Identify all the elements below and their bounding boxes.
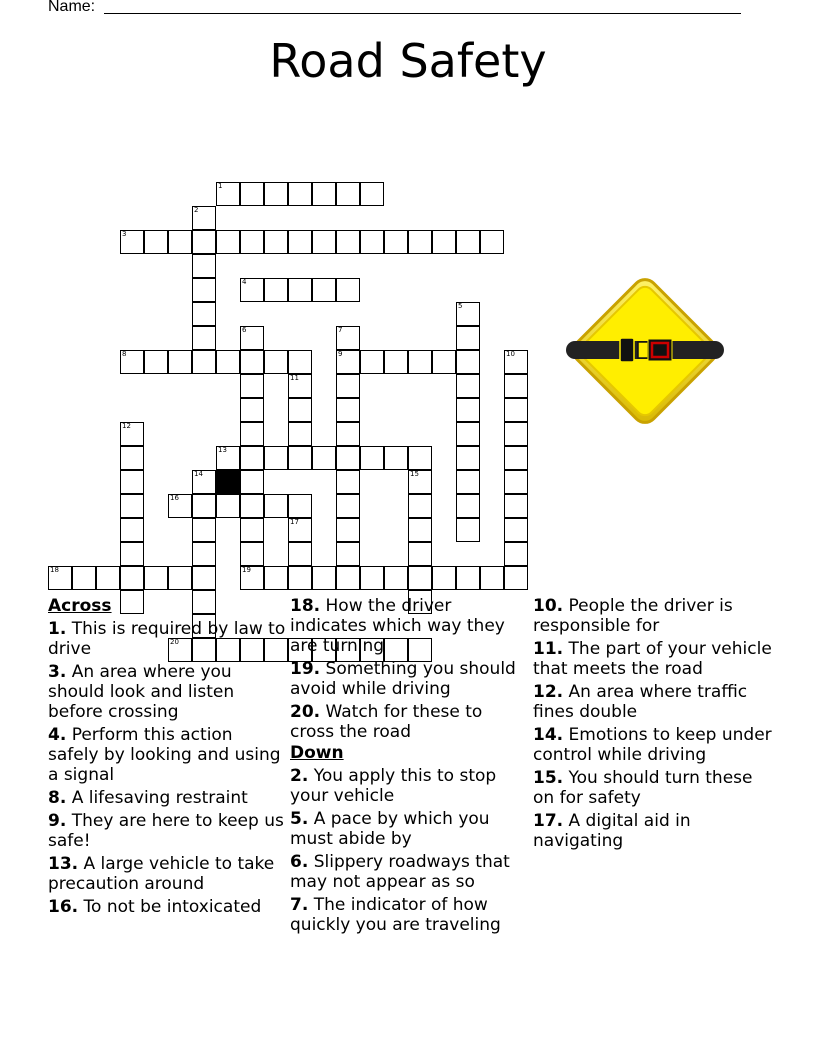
grid-cell[interactable] [408,470,432,494]
clue-number: 9 [338,350,343,358]
clue-text: You apply this to stop your vehicle [290,766,497,806]
clue-text: A pace by which you must abide by [290,809,490,849]
grid-cell[interactable] [336,446,360,470]
grid-cell[interactable] [192,542,216,566]
grid-cell[interactable] [216,350,240,374]
across-clue [48,662,288,722]
clue-text: Watch for these to cross the road [290,702,483,742]
name-label: Name: [48,0,96,15]
grid-cell[interactable] [288,230,312,254]
grid-cell[interactable] [360,446,384,470]
grid-cell[interactable] [408,446,432,470]
grid-cell[interactable] [336,182,360,206]
grid-cell[interactable] [336,230,360,254]
across-heading: Across [48,596,112,616]
clue-text: People the driver is responsible for [533,596,733,636]
grid-cell[interactable] [336,518,360,542]
grid-cell[interactable] [408,518,432,542]
grid-cell[interactable] [48,566,72,590]
across-clue [48,811,288,851]
grid-cell[interactable] [288,350,312,374]
grid-cell[interactable] [288,374,312,398]
clue-number: 4 [242,278,247,286]
grid-cell[interactable] [456,326,480,350]
grid-cell[interactable] [192,326,216,350]
grid-cell[interactable] [336,278,360,302]
grid-cell[interactable] [264,566,288,590]
clue-number-label: 17. [533,811,564,831]
grid-cell[interactable] [312,446,336,470]
grid-cell[interactable] [240,542,264,566]
grid-cell[interactable] [456,398,480,422]
grid-cell[interactable] [480,230,504,254]
clue-number-label: 14. [533,725,564,745]
grid-cell[interactable] [384,350,408,374]
grid-cell[interactable] [504,494,528,518]
grid-cell[interactable] [120,422,144,446]
clue-number: 16 [170,494,179,502]
clue-number-label: 20. [290,702,321,722]
grid-cell[interactable] [288,422,312,446]
down-clue [290,852,530,892]
grid-cell[interactable] [456,446,480,470]
grid-cell[interactable] [192,254,216,278]
grid-cell[interactable] [240,374,264,398]
clue-number: 6 [242,326,247,334]
grid-cell[interactable] [456,470,480,494]
grid-cell[interactable] [504,566,528,590]
clue-text: The part of your vehicle that meets the road [533,639,772,679]
clue-number: 14 [194,470,203,478]
clue-text: An area where you should look and listen before crossing [48,662,235,722]
grid-cell[interactable] [192,518,216,542]
across-clue [48,619,288,659]
grid-cell[interactable] [240,182,264,206]
clue-text: Something you should avoid while driving [290,659,516,699]
clue-number: 15 [410,470,419,478]
grid-cell[interactable] [168,230,192,254]
clue-number-label: 5. [290,809,309,829]
down-clue [290,766,530,806]
grid-cell[interactable] [384,566,408,590]
clue-text: How the driver indicates which way they are turning [290,596,505,656]
down-clue [533,811,773,851]
grid-cell[interactable] [456,494,480,518]
grid-cell[interactable] [504,446,528,470]
grid-cell[interactable] [336,566,360,590]
page-title: Road Safety [269,34,547,88]
grid-cell[interactable] [336,470,360,494]
across-clue [48,725,288,785]
grid-cell[interactable] [288,542,312,566]
clue-number-label: 4. [48,725,67,745]
grid-cell[interactable] [240,278,264,302]
down-clue [533,768,773,808]
grid-cell[interactable] [480,566,504,590]
grid-cell[interactable] [456,350,480,374]
grid-cell[interactable] [456,302,480,326]
grid-cell[interactable] [432,350,456,374]
clue-number-label: 12. [533,682,564,702]
clue-number: 11 [290,374,299,382]
grid-cell[interactable] [432,230,456,254]
grid-cell[interactable] [96,566,120,590]
across-clue [48,854,288,894]
grid-cell[interactable] [240,518,264,542]
grid-cell[interactable] [288,494,312,518]
grid-cell[interactable] [504,350,528,374]
grid-cell[interactable] [216,230,240,254]
across-clue [48,897,288,917]
clue-text: Perform this action safely by looking and using a signal [48,725,281,785]
grid-cell[interactable] [192,350,216,374]
clue-text: A large vehicle to take precaution around [48,854,275,894]
grid-cell[interactable] [504,398,528,422]
grid-cell[interactable] [192,494,216,518]
clue-number: 13 [218,446,227,454]
grid-cell[interactable] [216,182,240,206]
grid-cell[interactable] [144,350,168,374]
clue-number: 3 [122,230,127,238]
grid-cell[interactable] [504,470,528,494]
grid-cell[interactable] [240,446,264,470]
clue-number: 1 [218,182,223,190]
grid-cell[interactable] [336,542,360,566]
clues-column-3 [533,596,773,854]
clue-text: A digital aid in navigating [533,811,691,851]
grid-cell[interactable] [192,230,216,254]
grid-cell[interactable] [408,350,432,374]
grid-cell[interactable] [336,494,360,518]
grid-cell[interactable] [408,494,432,518]
grid-cell[interactable] [288,182,312,206]
clue-number-label: 9. [48,811,67,831]
grid-cell[interactable] [288,566,312,590]
down-clue [533,639,773,679]
grid-cell[interactable] [408,542,432,566]
grid-cell[interactable] [216,494,240,518]
grid-cell[interactable] [264,350,288,374]
grid-cell[interactable] [264,230,288,254]
grid-cell[interactable] [192,470,216,494]
across-clue [290,702,530,742]
clue-text: An area where traffic fines double [533,682,748,722]
clue-number-label: 7. [290,895,309,915]
grid-cell[interactable] [360,230,384,254]
grid-cell[interactable] [192,206,216,230]
grid-cell[interactable] [456,566,480,590]
grid-cell[interactable] [192,566,216,590]
grid-cell[interactable] [312,278,336,302]
clue-number-label: 11. [533,639,564,659]
grid-cell[interactable] [408,566,432,590]
grid-cell[interactable] [288,398,312,422]
clue-number: 7 [338,326,343,334]
clue-number: 19 [242,566,251,574]
grid-cell[interactable] [72,566,96,590]
grid-cell[interactable] [144,230,168,254]
grid-cell[interactable] [312,566,336,590]
grid-cell[interactable] [168,494,192,518]
grid-cell[interactable] [360,566,384,590]
clue-number: 2 [194,206,199,214]
grid-cell[interactable] [120,566,144,590]
clue-number: 10 [506,350,515,358]
grid-cell[interactable] [240,422,264,446]
grid-cell[interactable] [336,326,360,350]
clue-number: 5 [458,302,463,310]
grid-cell[interactable] [336,422,360,446]
grid-cell[interactable] [504,422,528,446]
grid-cell[interactable] [312,230,336,254]
grid-cell[interactable] [504,518,528,542]
grid-cell[interactable] [120,470,144,494]
grid-cell[interactable] [504,542,528,566]
clue-number-label: 6. [290,852,309,872]
grid-cell[interactable] [240,470,264,494]
clue-number: 18 [50,566,59,574]
clue-number: 12 [122,422,131,430]
clue-number: 17 [290,518,299,526]
clue-number-label: 1. [48,619,67,639]
clue-text: They are here to keep us safe! [48,811,284,851]
grid-cell[interactable] [120,350,144,374]
clue-number-label: 13. [48,854,79,874]
grid-cell[interactable] [240,230,264,254]
clue-text: To not be intoxicated [78,897,262,917]
clues-column-1 [48,596,288,920]
grid-cell[interactable] [504,374,528,398]
grid-cell[interactable] [240,494,264,518]
grid-cell[interactable] [192,278,216,302]
grid-cell[interactable] [144,566,168,590]
grid-cell[interactable] [120,518,144,542]
clues-column-2 [290,596,530,938]
grid-cell[interactable] [168,566,192,590]
grid-cell[interactable] [264,278,288,302]
down-clue [533,725,773,765]
grid-cell[interactable] [120,494,144,518]
clue-text: Emotions to keep under control while driving [533,725,772,765]
clue-text: Slippery roadways that may not appear as so [290,852,510,892]
clue-number-label: 3. [48,662,67,682]
grid-cell[interactable] [120,230,144,254]
clue-number: 20 [170,638,179,646]
clue-text: The indicator of how quickly you are traveling [290,895,501,935]
grid-cell[interactable] [336,350,360,374]
grid-cell[interactable] [360,350,384,374]
grid-cell[interactable] [240,350,264,374]
across-clue [290,659,530,699]
down-clue [533,596,773,636]
clue-number-label: 19. [290,659,321,679]
black-cell [216,470,240,494]
grid-cell[interactable] [264,182,288,206]
clue-number-label: 15. [533,768,564,788]
grid-cell[interactable] [288,278,312,302]
grid-cell[interactable] [384,446,408,470]
grid-cell[interactable] [336,398,360,422]
grid-cell[interactable] [456,518,480,542]
grid-cell[interactable] [120,446,144,470]
clue-number-label: 18. [290,596,321,616]
grid-cell[interactable] [264,494,288,518]
grid-cell[interactable] [408,230,432,254]
grid-cell[interactable] [240,398,264,422]
clue-text: A lifesaving restraint [66,788,248,808]
grid-cell[interactable] [288,446,312,470]
down-clue [533,682,773,722]
grid-cell[interactable] [168,350,192,374]
grid-cell[interactable] [384,230,408,254]
down-clue [290,809,530,849]
grid-cell[interactable] [216,446,240,470]
grid-cell[interactable] [360,182,384,206]
grid-cell[interactable] [264,446,288,470]
grid-cell[interactable] [120,542,144,566]
across-clue [290,596,530,656]
clue-number-label: 16. [48,897,79,917]
grid-cell[interactable] [192,302,216,326]
down-clue [290,895,530,935]
grid-cell[interactable] [456,230,480,254]
grid-cell[interactable] [456,374,480,398]
clue-text: You should turn these on for safety [533,768,753,808]
clue-number-label: 2. [290,766,309,786]
grid-cell[interactable] [456,422,480,446]
grid-cell[interactable] [288,518,312,542]
grid-cell[interactable] [240,326,264,350]
clue-text: This is required by law to drive [48,619,286,659]
grid-cell[interactable] [240,566,264,590]
grid-cell[interactable] [312,182,336,206]
clue-number-label: 8. [48,788,67,808]
down-heading: Down [290,743,344,763]
clue-number: 8 [122,350,127,358]
seatbelt-warning-sign-icon [556,262,734,440]
grid-cell[interactable] [336,374,360,398]
grid-cell[interactable] [432,566,456,590]
across-clue [48,788,288,808]
clue-number-label: 10. [533,596,564,616]
